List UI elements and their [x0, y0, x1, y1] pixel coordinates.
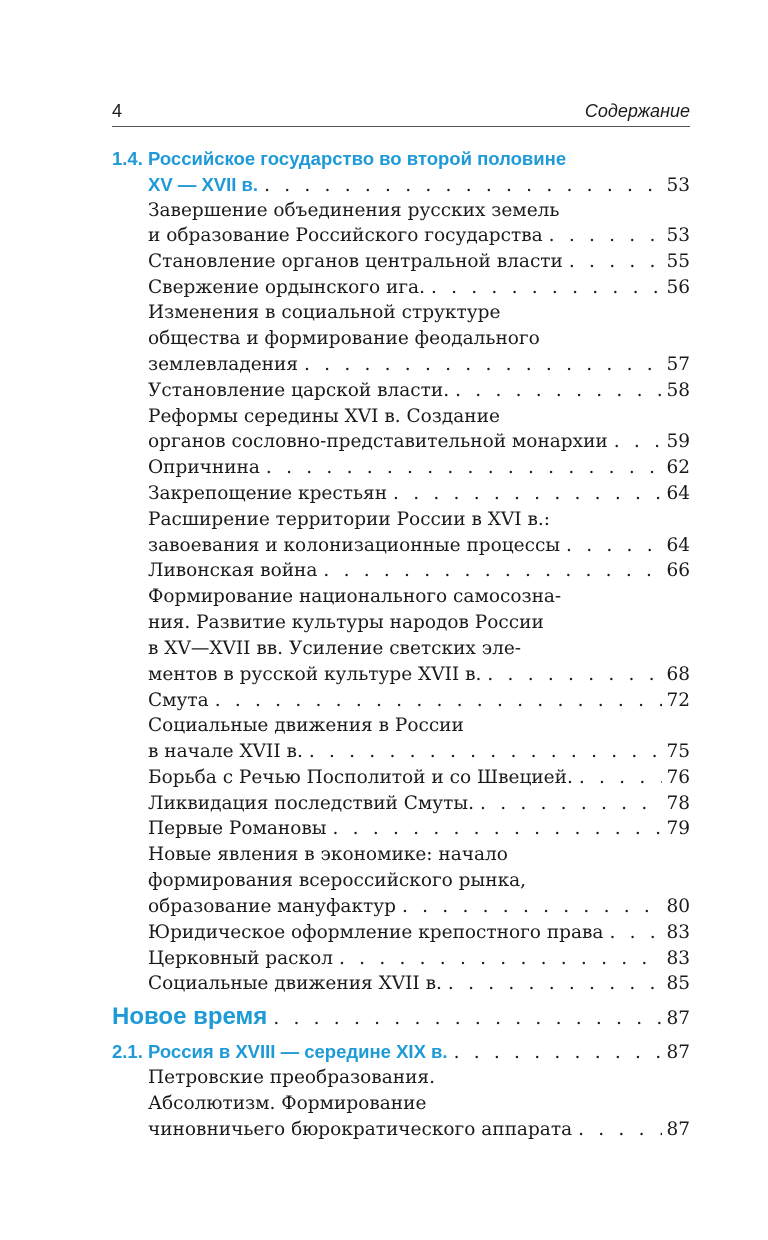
toc-page-number: 57: [666, 354, 690, 375]
dot-leader: [609, 920, 662, 946]
toc-entry-title: Становление органов центральной власти: [148, 251, 563, 272]
toc-entry-title: Борьба с Речью Посполитой и со Швецией.: [148, 767, 573, 788]
dot-leader: [323, 558, 662, 584]
toc-entry-title: чиновничьего бюрократического аппарата: [148, 1119, 573, 1140]
toc-entry-title: Расширение территории России в XVI в.:: [148, 509, 550, 530]
toc-page-number: 80: [666, 896, 690, 917]
toc-text-line: [112, 146, 690, 172]
toc-text-line: [148, 868, 690, 894]
toc-page-number: 87: [666, 1119, 690, 1140]
dot-leader: [549, 223, 663, 249]
running-title: Содержание: [584, 101, 690, 121]
toc-page-number: 64: [666, 535, 690, 556]
toc-page-number: 87: [666, 1008, 690, 1029]
toc-page-number: 59: [666, 431, 690, 452]
toc-entry-title: Ливонская война: [148, 560, 318, 581]
toc-entry-title: землевладения: [148, 354, 298, 375]
dot-leader: [273, 1006, 662, 1032]
toc-page-number: 83: [666, 948, 690, 969]
toc-entry[interactable]: [148, 971, 690, 997]
toc-text-line: [148, 326, 690, 352]
header-rule: [112, 126, 690, 127]
toc-entry-title: Закрепощение крестьян: [148, 483, 388, 504]
toc-entry[interactable]: [148, 816, 690, 842]
dot-leader: [333, 816, 663, 842]
dot-leader: [614, 429, 663, 455]
toc-entry-title: Юридическое оформление крепостного права: [148, 922, 604, 943]
toc-page-number: 68: [666, 664, 690, 685]
toc-entry[interactable]: [148, 352, 690, 378]
toc-text-line: [148, 610, 690, 636]
toc-entry-title: Социальные движения XVII в.: [148, 973, 442, 994]
toc-entry-title: Смута: [148, 690, 209, 711]
toc-page-number: 87: [666, 1042, 690, 1063]
toc-entry-title: XV — XVII в.: [148, 174, 259, 195]
toc-page-number: 62: [666, 457, 690, 478]
toc-entry[interactable]: [148, 688, 690, 714]
toc-entry-title: Установление царской власти.: [148, 380, 450, 401]
toc-page-number: 58: [666, 380, 690, 401]
dot-leader: [393, 481, 662, 507]
toc-entry-title: в XV—XVII вв. Усиление светских эле-: [148, 638, 522, 659]
toc-entry-title: Петровские преобразования.: [148, 1067, 435, 1088]
page-number: 4: [112, 101, 123, 121]
toc-entry-title: Ликвидация последствий Смуты.: [148, 793, 475, 814]
dot-leader: [402, 894, 662, 920]
dot-leader: [455, 378, 662, 404]
toc-entry[interactable]: [148, 662, 690, 688]
toc-entry[interactable]: [112, 1039, 690, 1065]
toc-entry-title: 2.1. Россия в XVIII — середине XIX в.: [112, 1041, 448, 1062]
toc-text-line: [148, 842, 690, 868]
toc-entry[interactable]: [148, 739, 690, 765]
toc-page-number: 56: [666, 277, 690, 298]
toc-entry-title: органов сословно-представительной монархии: [148, 431, 608, 452]
toc-text-line: [148, 713, 690, 739]
toc-text-line: [148, 584, 690, 610]
toc-entry[interactable]: [148, 455, 690, 481]
toc-entry-title: Свержение ордынского ига.: [148, 277, 425, 298]
toc-entry[interactable]: [148, 558, 690, 584]
toc-page-number: 66: [666, 560, 690, 581]
toc-entry-title: завоевания и колонизационные процессы: [148, 535, 561, 556]
toc-entry-title: образование мануфактур: [148, 896, 396, 917]
toc-entry-title: Формирование национального самосозна-: [148, 586, 562, 607]
toc-text-line: [148, 636, 690, 662]
dot-leader: [448, 971, 663, 997]
toc-page-number: 53: [666, 225, 690, 246]
toc-entry-title: Церковный раскол: [148, 948, 333, 969]
dot-leader: [454, 1040, 663, 1066]
toc-entry-title: Первые Романовы: [148, 818, 327, 839]
toc-page-number: 55: [666, 251, 690, 272]
dot-leader: [266, 455, 663, 481]
toc-page-number: 76: [666, 767, 690, 788]
toc-entry[interactable]: [148, 172, 690, 198]
dot-leader: [566, 533, 662, 559]
toc-entry-title: ния. Развитие культуры народов России: [148, 612, 544, 633]
toc-entry-title: Новое время: [112, 1003, 268, 1030]
toc-entry[interactable]: [148, 533, 690, 559]
toc-entry[interactable]: [148, 429, 690, 455]
toc-text-line: [148, 300, 690, 326]
toc-entry[interactable]: [148, 275, 690, 301]
toc-entry-title: Абсолютизм. Формирование: [148, 1093, 427, 1114]
toc-entry-title: Опричнина: [148, 457, 260, 478]
toc-entry[interactable]: [148, 223, 690, 249]
toc-entry[interactable]: [148, 894, 690, 920]
toc-entry-title: в начале XVII в.: [148, 741, 303, 762]
toc-entry[interactable]: [148, 791, 690, 817]
toc-entry[interactable]: [148, 378, 690, 404]
toc-page-number: 72: [666, 690, 690, 711]
dot-leader: [480, 791, 662, 817]
dot-leader: [579, 765, 663, 791]
toc-entry[interactable]: [148, 765, 690, 791]
toc-text-line: [148, 198, 690, 224]
toc-entry-title: Социальные движения в России: [148, 715, 464, 736]
toc-page-number: 78: [666, 793, 690, 814]
toc-text-line: [148, 507, 690, 533]
toc-entry-title: Изменения в социальной структуре: [148, 302, 501, 323]
toc-page-number: 64: [666, 483, 690, 504]
toc-entry-title: ментов в русской культуре XVII в.: [148, 664, 482, 685]
dot-leader: [339, 946, 662, 972]
toc-entry[interactable]: [148, 1117, 690, 1143]
toc-text-line: [148, 1065, 690, 1091]
running-header: [112, 101, 690, 125]
toc-page-number: 75: [666, 741, 690, 762]
toc-page-number: 53: [666, 175, 690, 196]
dot-leader: [309, 739, 663, 765]
toc-entry-title: и образование Российского государства: [148, 225, 543, 246]
dot-leader: [215, 688, 663, 714]
toc-entry[interactable]: [148, 481, 690, 507]
toc-page-number: 83: [666, 922, 690, 943]
toc-entry[interactable]: [148, 249, 690, 275]
toc-text-line: [148, 1091, 690, 1117]
dot-leader: [304, 352, 662, 378]
dot-leader: [264, 173, 662, 199]
toc-entry[interactable]: [112, 1004, 690, 1030]
toc-entry-title: Завершение объединения русских земель: [148, 200, 560, 221]
toc-page-number: 85: [666, 973, 690, 994]
toc-entry-title: общества и формирование феодального: [148, 328, 540, 349]
toc-entry-title: формирования всероссийского рынка,: [148, 870, 527, 891]
toc-entry[interactable]: [148, 946, 690, 972]
toc-entry-title: Новые явления в экономике: начало: [148, 844, 508, 865]
dot-leader: [431, 275, 663, 301]
toc-page-number: 79: [666, 818, 690, 839]
toc-entry-title: 1.4. Российское государство во второй половине: [112, 148, 567, 169]
toc-text-line: [148, 404, 690, 430]
toc-entry[interactable]: [148, 920, 690, 946]
toc-entry-title: Реформы середины XVI в. Создание: [148, 406, 500, 427]
dot-leader: [569, 249, 663, 275]
dot-leader: [578, 1117, 662, 1143]
dot-leader: [487, 662, 662, 688]
